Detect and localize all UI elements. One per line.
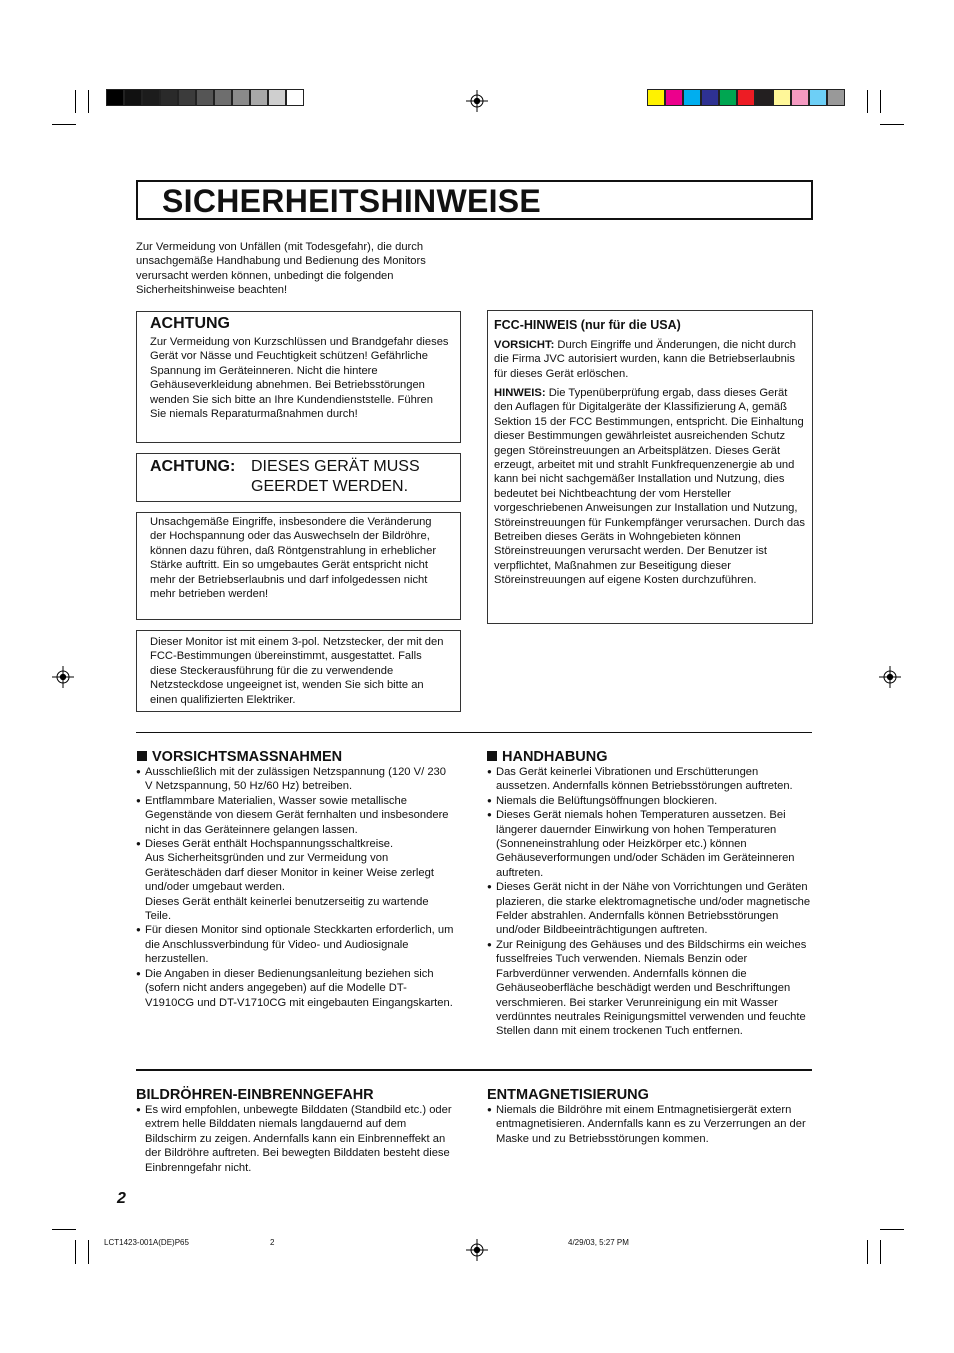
entmag-heading: ENTMAGNETISIERUNG bbox=[487, 1087, 649, 1103]
achtung-text: Zur Vermeidung von Kurzschlüssen und Brandgefahr dieses Gerät vor Nässe und Feuchtigkeit schützen! Gefährliche Spannung im Geräteinneren. Nicht die hintere Gehäuseverkleidung abnehmen. Bei Betriebsstörungen wenden Sie sich bitte an Ihre Kundendienststelle. Führen Sie niemals Reparaturmaßnahmen durch! bbox=[150, 336, 449, 421]
list-item: ● Zur Reinigung des Gehäuses und des Bildschirms ein weiches fusselfreies Tuch verwenden. Niemals Benzin oder Farbverdünner verwenden. Andernfalls können die Gehäuseoberfläche beschädigt werden und Beschriftungen verschmieren. Bei starker Verunreinigung ein mit Wasser verdünntes neutrales Reinigungsmittel verwenden und feuchte Stellen dann mit einem trockenen Tuch entfernen. bbox=[487, 938, 812, 1039]
vorsicht-heading bbox=[137, 749, 342, 765]
stecker-box bbox=[136, 630, 461, 712]
gray-swatch-2 bbox=[142, 89, 160, 106]
list-item: ● Für diesen Monitor sind optionale Steckkarten erforderlich, um die Anschlussverbindung für Video- und Audiosignale herzustellen. bbox=[136, 923, 454, 966]
entmag-list bbox=[487, 1103, 812, 1146]
gray-swatch-0 bbox=[106, 89, 124, 106]
color-swatch-0 bbox=[647, 89, 665, 106]
gray-swatch-6 bbox=[214, 89, 232, 106]
vorsicht-heading-text: VORSICHTSMASSNAHMEN bbox=[152, 749, 343, 765]
list-item: ● Niemals die Belüftungsöffnungen blockieren. bbox=[487, 794, 812, 808]
achtung-geerdet-line1: DIESES GERÄT MUSS bbox=[251, 458, 420, 475]
color-swatch-7 bbox=[773, 89, 791, 106]
registration-mark-top-icon bbox=[466, 90, 488, 112]
vorsicht-list bbox=[136, 765, 454, 1010]
list-item: ● Das Gerät keinerlei Vibrationen und Erschütterungen aussetzen. Andernfalls können Betriebsstörungen auftreten. bbox=[487, 765, 812, 794]
registration-mark-left-icon bbox=[52, 666, 74, 688]
fcc-box bbox=[487, 310, 813, 624]
achtung-geerdet-label: ACHTUNG: bbox=[150, 458, 236, 475]
footer-file: LCT1423-001A(DE)P65 bbox=[104, 1238, 189, 1247]
achtung-box bbox=[136, 311, 461, 443]
footer-date: 4/29/03, 5:27 PM bbox=[568, 1238, 629, 1247]
handhabung-heading bbox=[487, 749, 608, 765]
intro-text: Zur Vermeidung von Unfällen (mit Todesgefahr), die durch unsachgemäße Handhabung und Bedienung des Monitors verursacht werden können, unbedingt die folgenden Sicherheitshinweise beachten! bbox=[136, 241, 426, 297]
color-swatch-9 bbox=[809, 89, 827, 106]
stecker-text: Dieser Monitor ist mit einem 3-pol. Netzstecker, der mit den FCC-Bestimmungen übereinstimmt, ausgestattet. Falls diese Steckerausführung für die zu verwendende Netzsteckdose ungeeignet ist, wenden Sie sich bitte an einen qualifizierten Elektriker. bbox=[150, 636, 444, 706]
list-item: ● Dieses Gerät niemals hohen Temperaturen aussetzen. Bei längerer dauernder Einwirkung von hohen Temperaturen (Sonneneinstrahlung oder Heizkörper etc.) können Gehäuseverformungen und/oder Schäden im Geräteinneren auftreten. bbox=[487, 808, 812, 880]
achtung-geerdet-line2: GEERDET WERDEN. bbox=[251, 478, 409, 495]
einbrenn-list bbox=[136, 1103, 454, 1175]
color-swatch-2 bbox=[683, 89, 701, 106]
einbrenn-heading: BILDRÖHREN-EINBRENNGEFAHR bbox=[136, 1087, 374, 1103]
color-swatch-5 bbox=[737, 89, 755, 106]
fcc-vorsicht-label: VORSICHT: bbox=[494, 339, 555, 351]
page-title: SICHERHEITSHINWEISE bbox=[162, 183, 542, 219]
color-swatch-3 bbox=[701, 89, 719, 106]
achtung-heading: ACHTUNG bbox=[150, 315, 230, 332]
section-divider-bottom bbox=[136, 1069, 812, 1071]
color-swatch-8 bbox=[791, 89, 809, 106]
fcc-hinweis-label: HINWEIS: bbox=[494, 387, 546, 399]
achtung-geerdet-box bbox=[136, 453, 461, 502]
handhabung-heading-text: HANDHABUNG bbox=[502, 749, 608, 765]
gray-swatch-9 bbox=[268, 89, 286, 106]
gray-swatch-5 bbox=[196, 89, 214, 106]
fcc-hinweis bbox=[494, 386, 806, 588]
color-swatches bbox=[647, 89, 845, 106]
list-item: ● Ausschließlich mit der zulässigen Netzspannung (120 V/ 230 V Netzspannung, 50 Hz/60 Hz) betreiben. bbox=[136, 765, 454, 794]
registration-mark-bottom-icon bbox=[466, 1239, 488, 1261]
list-item: ● Es wird empfohlen, unbewegte Bilddaten (Standbild etc.) oder extrem helle Bilddaten niemals langdauernd auf dem Bildschirm zu zeigen. Andernfalls kann ein Einbrenneffekt an der Bildröhre auftreten. Bei bewegten Bilddaten besteht diese Einbrenngefahr nicht. bbox=[136, 1103, 454, 1175]
color-swatch-10 bbox=[827, 89, 845, 106]
square-bullet-icon bbox=[137, 751, 147, 761]
handhabung-list bbox=[487, 765, 812, 1039]
gray-swatch-7 bbox=[232, 89, 250, 106]
footer-page: 2 bbox=[270, 1238, 275, 1247]
gray-swatch-8 bbox=[250, 89, 268, 106]
registration-mark-right-icon bbox=[879, 666, 901, 688]
color-swatch-4 bbox=[719, 89, 737, 106]
color-swatch-6 bbox=[755, 89, 773, 106]
gray-swatch-3 bbox=[160, 89, 178, 106]
roentgen-text: Unsachgemäße Eingriffe, insbesondere die Veränderung der Hochspannung oder das Auswechseln der Bildröhre, können dazu führen, daß Röntgenstrahlung in erheblicher Stärke auftritt. Ein so umgebautes Gerät entspricht nicht mehr der Betriebserlaubnis und darf infolgedessen nicht mehr betrieben werden! bbox=[150, 516, 437, 601]
roentgen-box bbox=[136, 512, 461, 620]
gray-swatch-1 bbox=[124, 89, 142, 106]
list-item: ● Dieses Gerät nicht in der Nähe von Vorrichtungen und Geräten plazieren, die starke elektromagnetische und/oder magnetische Felder abstrahlen. Andernfalls können Betriebsstörungen und/oder Bildbeeinträchtigungen auftreten. bbox=[487, 880, 812, 938]
color-swatch-1 bbox=[665, 89, 683, 106]
fcc-vorsicht bbox=[494, 338, 806, 381]
list-item: ● Entflammbare Materialien, Wasser sowie metallische Gegenstände von diesem Gerät fernhalten und insbesondere nicht in das Geräteinnere gelangen lassen. bbox=[136, 794, 454, 837]
page-number: 2 bbox=[117, 1190, 126, 1207]
fcc-hinweis-text: Die Typenüberprüfung ergab, dass dieses Gerät den Auflagen für Digitalgeräte der Klassifizierung A, gemäß Sektion 15 der FCC Bestimmungen, entspricht. Die Einhaltung dieser Bestimmungen gewährleistet ausreichenden Schutz gegen Störeinstreuungen an Arbeitsplätzen. Dieses Gerät erzeugt, arbeitet mit und strahlt Funkfrequenzenergie ab und kann bei nicht sachgemäßer Installation und Nutzung, dies bedeutet bei Nichtbeachtung der vom Hersteller vorgeschriebenen Anweisungen zur Installation und Nutzung, Störeinstreuungen für Funkempfänger verursachen. Durch das Betreiben dieses Geräts in Wohngebieten können Störeinstreuungen verursacht werden. Der Benutzer ist verpflichtet, Maßnahmen zur Beseitigung dieser Störeinstreuungen auf eigene Kosten durchzuführen. bbox=[494, 387, 805, 587]
gray-swatch-10 bbox=[286, 89, 304, 106]
list-item: ● Niemals die Bildröhre mit einem Entmagnetisiergerät extern entmagnetisieren. Andernfalls kann es zu Verzerrungen an der Maske und zu Betriebsstörungen kommen. bbox=[487, 1103, 812, 1146]
gray-swatch-4 bbox=[178, 89, 196, 106]
list-item: ● Dieses Gerät enthält Hochspannungsschaltkreise. Aus Sicherheitsgründen und zur Vermeidung von Geräteschäden darf dieser Monitor in keiner Weise zerlegt und/oder umgebaut werden. Dieses Gerät enthält keinerlei benutzerseitig zu wartende Teile. bbox=[136, 837, 454, 923]
grayscale-swatches bbox=[106, 89, 304, 106]
fcc-vorsicht-text: Durch Eingriffe und Änderungen, die nicht durch die Firma JVC autorisiert wurden, kann die Betriebserlaubnis für dieses Gerät erlöschen. bbox=[494, 339, 797, 380]
square-bullet-icon bbox=[487, 751, 497, 761]
list-item: ● Die Angaben in dieser Bedienungsanleitung beziehen sich (sofern nicht anders angegeben) auf die Modelle DT-V1910CG und DT-V1710CG mit eingebauten Eingangskarten. bbox=[136, 967, 454, 1010]
page-title-box bbox=[136, 180, 813, 220]
section-divider-top bbox=[136, 732, 812, 733]
fcc-heading: FCC-HINWEIS (nur für die USA) bbox=[494, 318, 681, 332]
